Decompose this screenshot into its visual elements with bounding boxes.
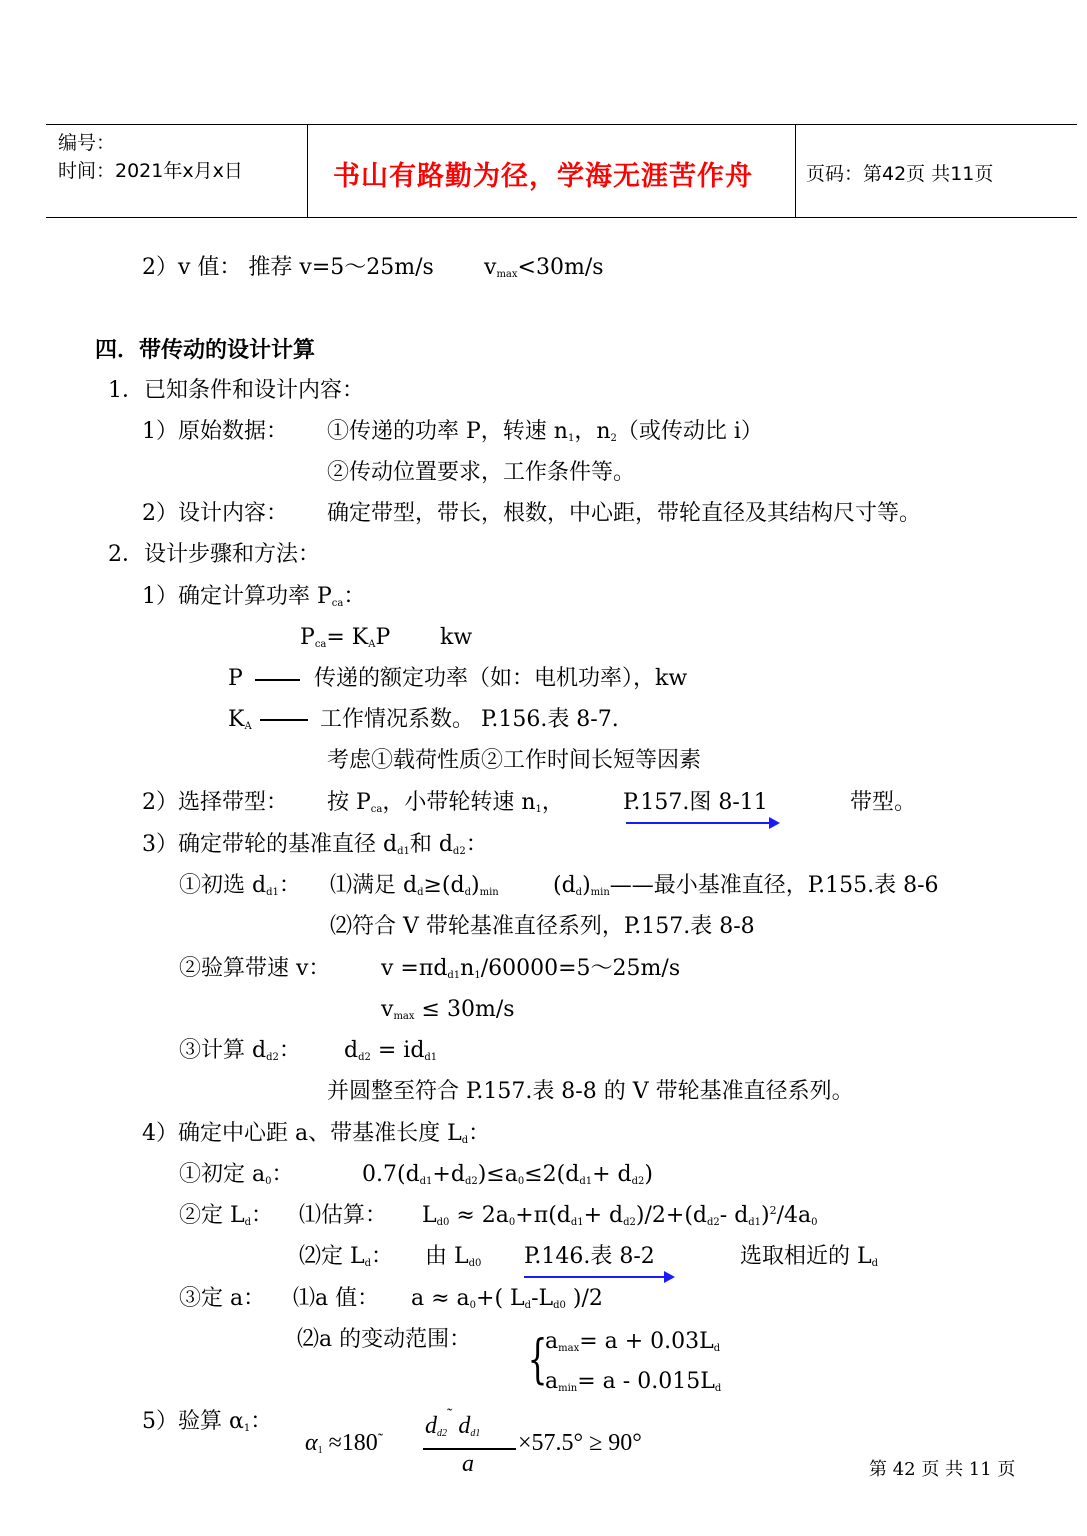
step-3-c-label: ③计算 $d_{d2}$： xyxy=(179,1038,301,1063)
item-1-2-label: 2）设计内容： xyxy=(142,501,288,526)
step-4-b2-choose: 选取相近的 $L_d$ xyxy=(740,1244,879,1269)
header-divider-1 xyxy=(307,124,308,217)
vmax-line: $v_{max}<30m/s$ xyxy=(484,255,604,280)
step-2-text: 按 $P_{ca}$，小带轮转速 $n_1$， xyxy=(327,790,564,815)
step-4-b2: ⑵定 $L_d$： xyxy=(299,1244,394,1269)
step-2-ref: P.157.图 8-11 xyxy=(623,790,768,815)
step-4-c1-formula: $a \approx a_0+$( $L_d-L_{d0}$ )/2 xyxy=(411,1286,603,1311)
item-2: 2．设计步骤和方法： xyxy=(108,542,320,567)
step-4-b2-from: 由 $L_{d0}$ xyxy=(425,1244,482,1269)
item-1-1-b: ②传动位置要求，工作条件等。 xyxy=(327,460,636,485)
alpha-formula-denominator: a xyxy=(462,1451,474,1477)
step-1-ka-symbol: $K_A$ xyxy=(228,707,252,732)
motto-title: 书山有路勤为径，学海无涯苦作舟 xyxy=(333,161,753,192)
step-4-a-formula: $0.7(d_{d1}+d_{d2})\le a_0\le 2(d_{d1}+ d_{d2})$ xyxy=(362,1162,653,1187)
step-2-result: 带型。 xyxy=(850,790,917,815)
step-5: 5）验算 $\alpha_1$： xyxy=(142,1409,273,1434)
step-4-b-label: ②定 $L_d$： xyxy=(179,1203,274,1228)
step-1-unit: kw xyxy=(440,625,473,650)
header-divider-2 xyxy=(795,124,796,217)
step-3-b-label: ②验算带速 v： xyxy=(179,956,331,981)
dash-1 xyxy=(255,679,300,681)
arrow-right-icon xyxy=(524,1276,666,1278)
alpha-formula-numerator: $d_{d2}^˜$ $d_{d1}$ xyxy=(425,1406,481,1439)
step-4-c2: ⑵a 的变动范围： xyxy=(297,1327,472,1352)
a-max-formula: $a_{max}= a + 0.03L_d$ xyxy=(545,1329,721,1354)
step-3-a-label: ①初选 $d_{d1}$： xyxy=(179,873,301,898)
step-1-p-desc: 传递的额定功率（如：电机功率），kw xyxy=(314,666,688,691)
page-label: 页码：第42页 共11页 xyxy=(806,163,994,185)
section-heading: 四．带传动的设计计算 xyxy=(95,337,316,363)
item-1-1-a: ①传递的功率 P，转速 $n_1$，$n_2$（或传动比 i） xyxy=(327,419,763,444)
step-3-c-formula: $d_{d2} = id_{d1}$ xyxy=(344,1038,438,1063)
step-4-b1: ⑴估算： xyxy=(299,1203,388,1228)
v-value-line: 2）v 值： 推荐 v=5～25m/s xyxy=(142,255,434,280)
step-4-c-label: ③定 a： xyxy=(179,1286,266,1311)
alpha-formula-lhs: $\alpha_1 \approx 180^˜$ xyxy=(305,1430,384,1456)
step-4-a-label: ①初定 $a_0$： xyxy=(179,1162,294,1187)
item-1-1-label: 1）原始数据： xyxy=(142,419,288,444)
fraction-bar xyxy=(423,1448,516,1450)
a-min-formula: $a_{min}= a - 0.015L_d$ xyxy=(545,1369,722,1394)
number-label: 编号： xyxy=(58,132,116,154)
time-label: 时间：2021年x月x日 xyxy=(58,160,243,182)
step-1-formula: $P_{ca}= K_AP$ xyxy=(300,625,391,650)
item-1: 1．已知条件和设计内容： xyxy=(108,378,364,403)
step-3-a1-desc: $(d_d)_{min}——$最小基准直径，P.155.表 8-6 xyxy=(553,873,939,898)
step-3: 3）确定带轮的基准直径 $d_{d1}$和 $d_{d2}$： xyxy=(142,832,488,857)
step-4: 4）确定中心距 a、带基准长度 $L_d$： xyxy=(142,1121,491,1146)
step-4-b2-ref: P.146.表 8-2 xyxy=(524,1244,655,1269)
step-4-c1: ⑴a 值： xyxy=(293,1286,380,1311)
step-1-ka-desc: 工作情况系数。 P.156.表 8-7. xyxy=(320,707,619,732)
dash-2 xyxy=(260,719,308,721)
step-3-b-max: $v_{max} \le 30m/s$ xyxy=(381,997,515,1022)
step-1: 1）确定计算功率 $P_{ca}$： xyxy=(142,584,366,609)
arrow-right-icon xyxy=(626,822,771,824)
alpha-formula-rhs: ×57.5° ≥ 90° xyxy=(518,1430,642,1456)
left-brace: { xyxy=(527,1330,548,1390)
step-1-p-symbol: P xyxy=(228,666,243,691)
item-1-2-text: 确定带型，带长，根数，中心距，带轮直径及其结构尺寸等。 xyxy=(327,501,922,526)
page-footer: 第 42 页 共 11 页 xyxy=(869,1459,1016,1480)
step-3-c-note: 并圆整至符合 P.157.表 8-8 的 V 带轮基准直径系列。 xyxy=(327,1079,854,1104)
step-1-consider: 考虑①载荷性质②工作时间长短等因素 xyxy=(327,748,702,773)
step-2-label: 2）选择带型： xyxy=(142,790,288,815)
step-3-b-formula: $v =\pi d_{d1}n_1/60000=5\sim 25m/s$ xyxy=(381,956,681,981)
step-3-a2: ⑵符合 V 带轮基准直径系列，P.157.表 8-8 xyxy=(330,914,755,939)
step-3-a1: ⑴满足 $d_d\ge(d_d)_{min}$ xyxy=(330,873,499,898)
step-4-b1-formula: $L_{d0} \approx 2a_0+\pi(d_{d1}+ d_{d2})/2+(d_{d2}-$ $d_{d1})^2/4a_0$ xyxy=(422,1203,818,1228)
